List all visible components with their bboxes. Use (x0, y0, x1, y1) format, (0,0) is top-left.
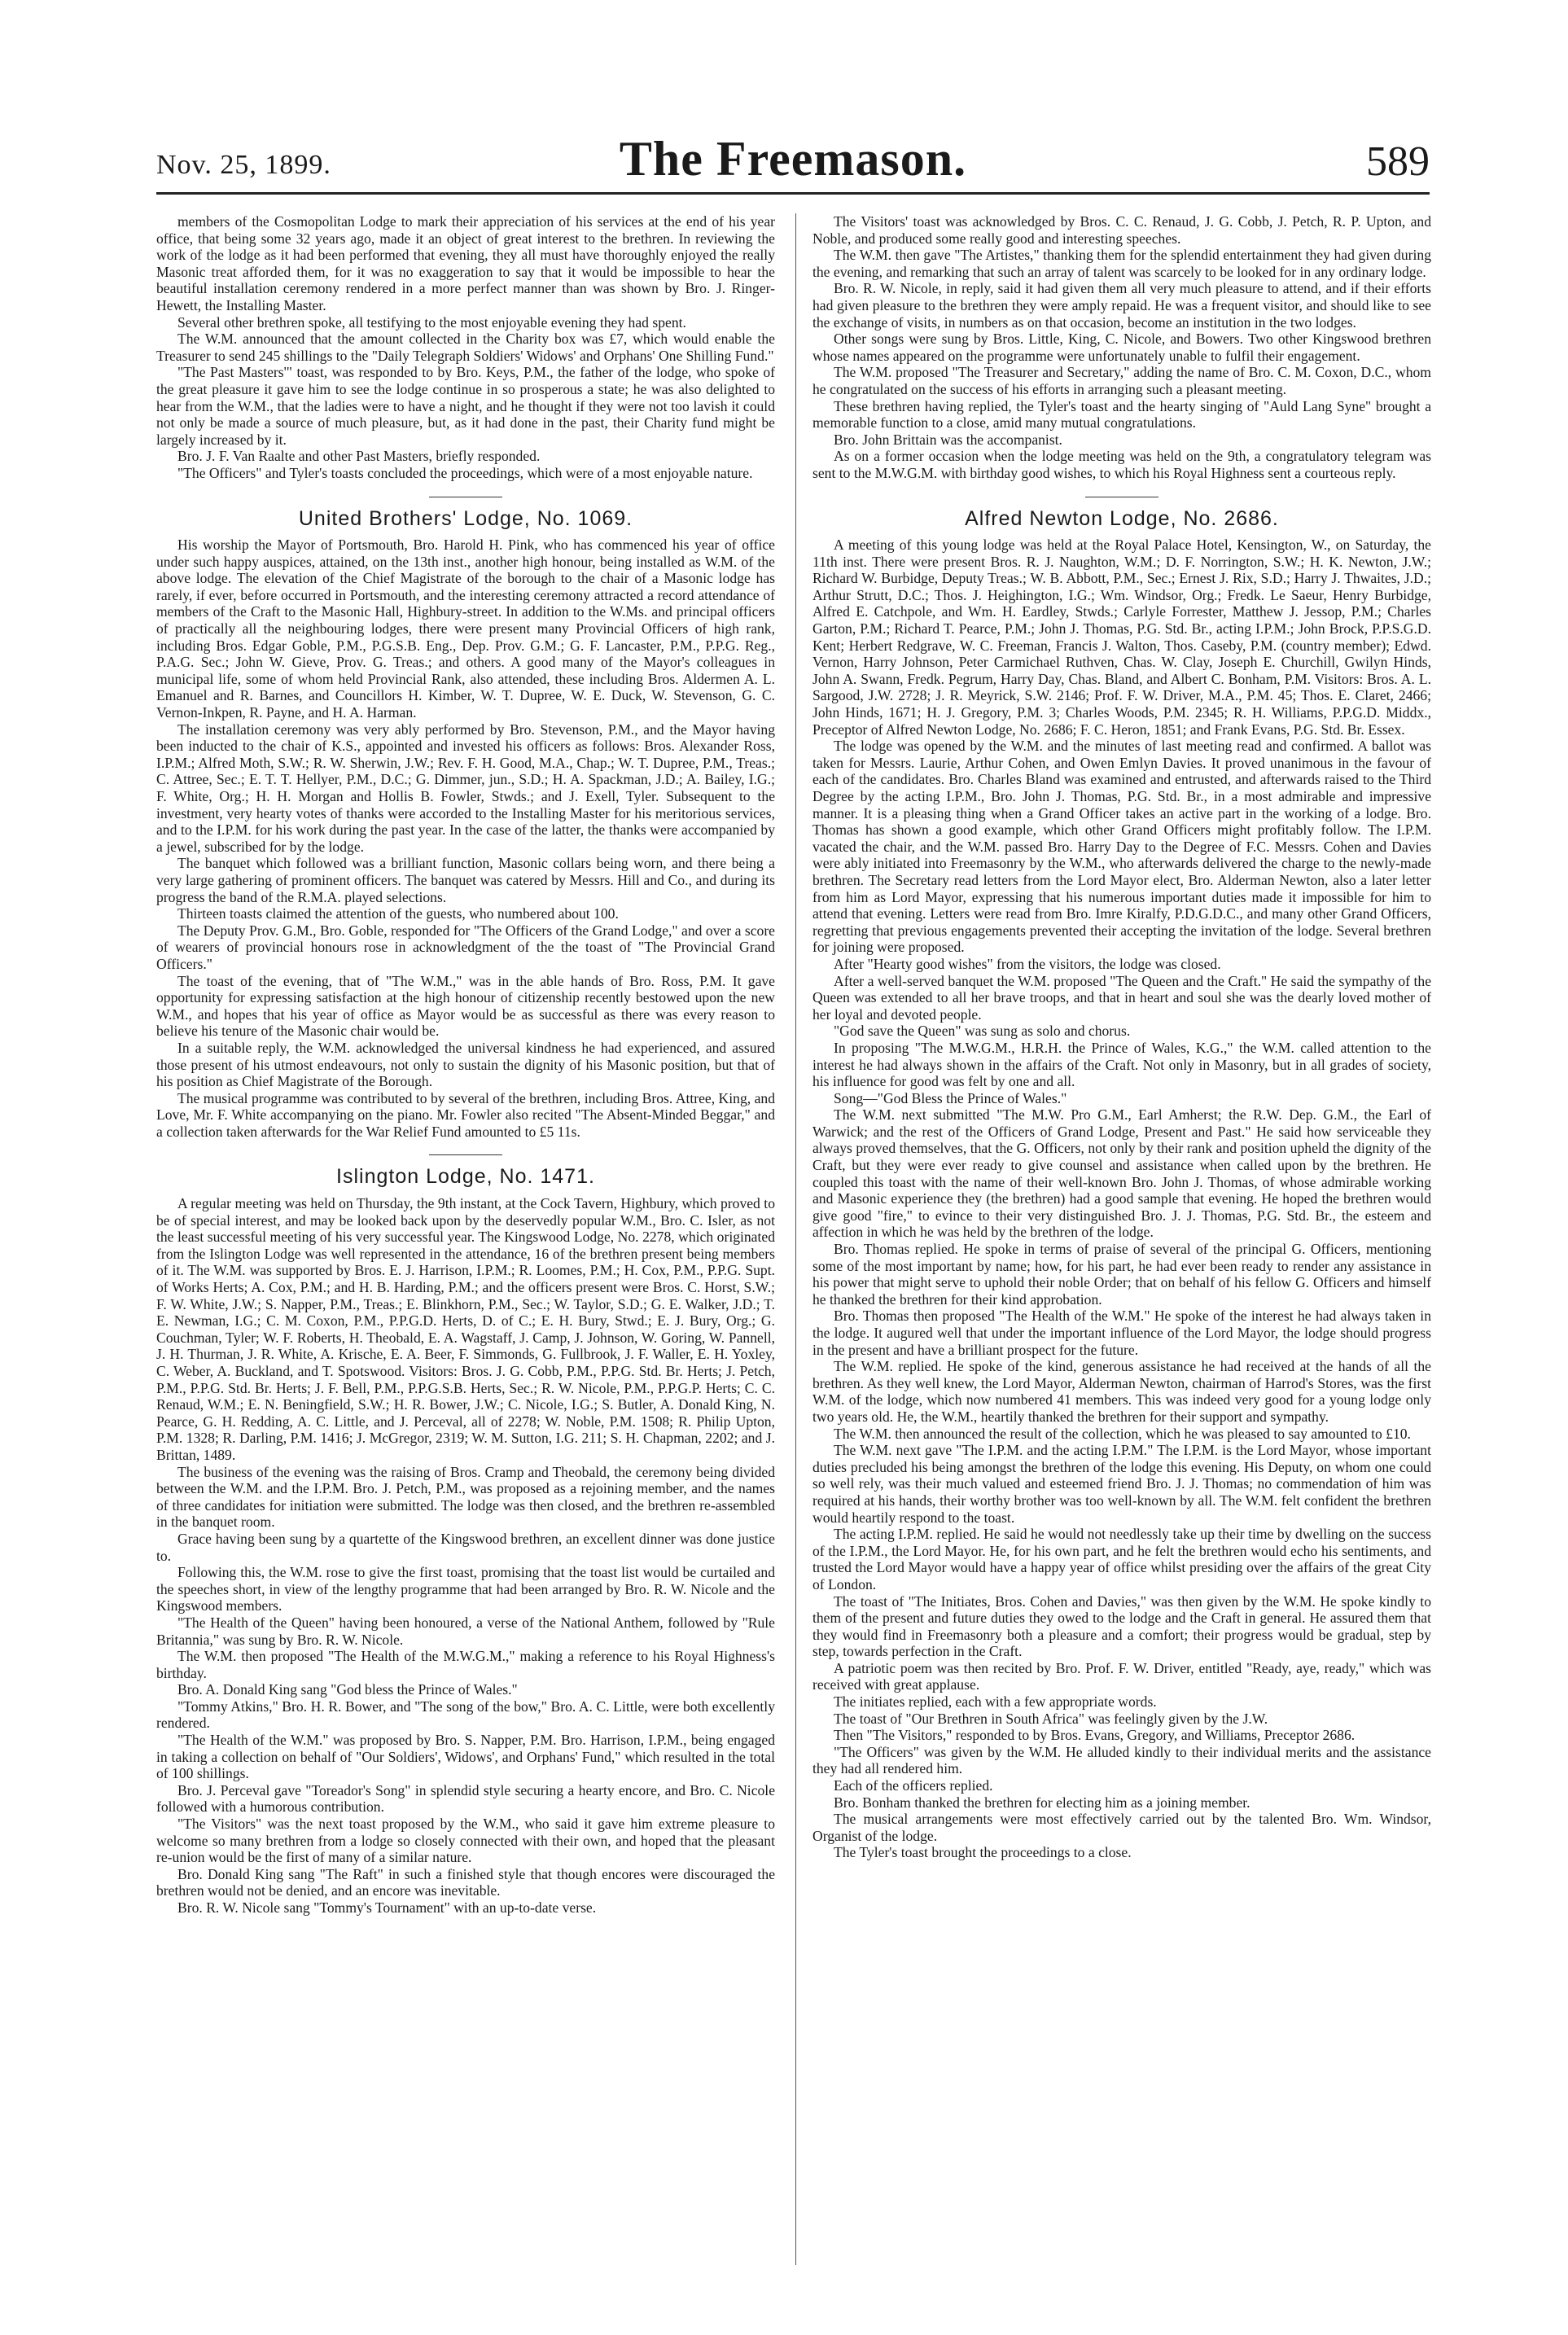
section-title-alfred-newton: Alfred Newton Lodge, No. 2686. (965, 506, 1279, 530)
article-paragraph: The initiates replied, each with a few appropriate words. (834, 1693, 1157, 1711)
article-paragraph: The toast of "The Initiates, Bros. Cohen and Davies," was then given by the W.M. He spoke kindly to them of the present and future duties they owed to the lodge and the Craft in general. He assured them that they would find in Freemasonry both a pleasure and a comfort; their progress would be gradual, step by step, towards perfection in the Craft. (812, 1592, 1431, 1660)
section-body-islington (156, 1195, 775, 1917)
article-paragraph: These brethren having replied, the Tyler's toast and the hearty singing of "Auld Lang Syne" brought a memorable function to a close, amid many mutual congratulations. (812, 397, 1431, 432)
article-paragraph: Bro. R. W. Nicole sang "Tommy's Tournament" with an up-to-date verse. (177, 1899, 597, 1916)
section-divider (429, 1154, 502, 1155)
right-column (812, 213, 1431, 1861)
article-paragraph: "The Officers" was given by the W.M. He alluded kindly to their individual merits and the assistance they had all rendered him. (812, 1743, 1431, 1777)
article-paragraph: Bro. Donald King sang "The Raft" in such a finished style that though encores were discouraged the brethren would not be denied, and an encore was inevitable. (156, 1865, 775, 1899)
section-title-islington: Islington Lodge, No. 1471. (336, 1165, 595, 1189)
article-paragraph: "The Past Masters'" toast, was responded to by Bro. Keys, P.M., the father of the lodge, who spoke of the great pleasure it gave him to see the lodge continue in so prosperous a state; he was also delighted to hear from the W.M., that the ladies were to have a night, and he thought if they were not too lavish it could not only be made a source of much pleasure, but, as it had done in the past, their Charity fund might be largely increased by it. (156, 364, 775, 448)
article-paragraph: "God save the Queen" was sung as solo and chorus. (834, 1023, 1131, 1040)
section-title-united-brothers: United Brothers' Lodge, No. 1069. (298, 506, 633, 530)
article-paragraph: The W.M. then gave "The Artistes," thanking them for the splendid entertainment they had given during the evening, and remarking that such an array of talent was scarcely to be looked for in any ordinary lodge. (812, 247, 1431, 280)
article-paragraph: Song—"God Bless the Prince of Wales." (834, 1089, 1067, 1106)
column-divider (795, 213, 796, 2265)
left-column (156, 213, 775, 1917)
article-paragraph: The Tyler's toast brought the proceedings to a close. (834, 1844, 1132, 1861)
article-paragraph: The musical arrangements were most effectively carried out by the talented Bro. Wm. Windsor, Organist of the lodge. (812, 1811, 1431, 1844)
article-paragraph: The W.M. replied. He spoke of the kind, generous assistance he had received at the hands of all the brethren. As they well knew, the Lord Mayor, Alderman Newton, chairman of Harrod's Stores, was the first W.M. of the lodge, which now numbered 41 members. This was indeed very good for a young lodge only two years old. He, the W.M., heartily thanked the brethren for their support and sympathy. (812, 1358, 1431, 1425)
article-paragraph: The toast of "Our Brethren in South Africa" was feelingly given by the J.W. (834, 1710, 1268, 1727)
article-paragraph: The W.M. announced that the amount collected in the Charity box was £7, which would enable the Treasurer to send 245 shillings to the "Daily Telegraph Soldiers' Widows' and Orphans' One Shilling Fund." (156, 331, 775, 364)
article-paragraph: In a suitable reply, the W.M. acknowledged the universal kindness he had experienced, and assured those present of his utmost endeavours, not only to sustain the dignity of his Masonic position, but that of his position as Chief Magistrate of the Borough. (156, 1039, 775, 1090)
right-intro-text (812, 213, 1431, 482)
article-paragraph: After "Hearty good wishes" from the visitors, the lodge was closed. (834, 955, 1221, 972)
article-paragraph: "The Health of the W.M." was proposed by Bro. S. Napper, P.M. Bro. Harrison, I.P.M., being engaged in taking a collection on behalf of "Our Soldiers', Widows', and Orphans' Fund," which resulted in the total of 100 shillings. (156, 1732, 775, 1782)
article-paragraph: His worship the Mayor of Portsmouth, Bro. Harold H. Pink, who has commenced his year of office under such happy auspices, attained, on the 13th inst., another high honour, being installed as W.M. of the above lodge. The elevation of the Chief Magistrate of the borough to the chair of a Masonic lodge has rarely, if ever, before occurred in Portsmouth, and the interesting ceremony attracted a record attendance of members of the Craft to the Masonic Hall, Highbury-street. In addition to the W.Ms. and principal officers of practically all the neighbouring lodges, there were present many Provincial Officers of high rank, including Bros. Edgar Goble, P.M., P.G.S.B. Eng., Dep. Prov. G.M.; G. F. Lancaster, P.M., P.P.G. Reg., P.A.G. Sec.; John W. Gieve, Prov. G. Treas.; and others. A good many of the Mayor's colleagues in municipal life, some of whom held Provincial Rank, also attended, these including Bros. Aldermen A. L. Emanuel and R. Barnes, and Councillors H. Kimber, W. T. Dupree, W. E. Duck, W. Stevenson, G. C. Vernon-Inkpen, R. Payne, and H. A. Harman. (156, 537, 775, 721)
section-body-united-brothers (156, 537, 775, 1140)
article-paragraph: The Visitors' toast was acknowledged by Bros. C. C. Renaud, J. G. Cobb, J. Petch, R. P. Upton, and Noble, and produced some really good and interesting speeches. (812, 213, 1431, 247)
issue-date: Nov. 25, 1899. (156, 150, 331, 180)
article-paragraph: Then "The Visitors," responded to by Bros. Evans, Gregory, and Williams, Preceptor 2686. (834, 1727, 1356, 1744)
article-paragraph: The W.M. next gave "The I.P.M. and the acting I.P.M." The I.P.M. is the Lord Mayor, whose important duties precluded his being amongst the brethren of the lodge this evening. His Deputy, on whom one could so well rely, was their much valued and esteemed friend Bro. J. J. Thomas; no commendation of him was required at his hands, their worthy brother was too well-known by all. The W.M. felt confident the brethren would heartily respond to the toast. (812, 1442, 1431, 1526)
article-paragraph: The W.M. then announced the result of the collection, which he was pleased to say amounted to £10. (834, 1425, 1411, 1442)
article-paragraph: "Tommy Atkins," Bro. H. R. Bower, and "The song of the bow," Bro. A. C. Little, were both excellently rendered. (156, 1698, 775, 1732)
article-paragraph: Grace having been sung by a quartette of the Kingswood brethren, an excellent dinner was done justice to. (156, 1530, 775, 1564)
publication-title: The Freemason. (619, 132, 967, 186)
article-paragraph: Bro. Bonham thanked the brethren for electing him as a joining member. (834, 1794, 1250, 1811)
article-paragraph: The business of the evening was the raising of Bros. Cramp and Theobald, the ceremony being divided between the W.M. and the I.P.M. Bro. J. Petch, P.M., was proposed as a rejoining member, and the names of three candidates for initiation were submitted. The lodge was then closed, and the brethren re-assembled in the banquet room. (156, 1463, 775, 1531)
article-paragraph: The Deputy Prov. G.M., Bro. Goble, responded for "The Officers of the Grand Lodge," and over a score of wearers of provincial honours rose in acknowledgment of the the toast of "The Provincial Grand Officers." (156, 922, 775, 972)
article-paragraph: Bro. J. F. Van Raalte and other Past Masters, briefly responded. (177, 448, 541, 465)
article-paragraph: The installation ceremony was very ably performed by Bro. Stevenson, P.M., and the Mayor having been inducted to the chair of K.S., appointed and invested his officers as follows: Bros. Alexander Ross, I.P.M.; Alfred Moth, S.W.; R. W. Sherwin, J.W.; Rev. F. H. Good, M.A., Chap.; W. T. Dupree, P.M., Treas.; C. Attree, Sec.; E. T. T. Hellyer, P.M., D.C.; G. Dimmer, jun., S.D.; H. A. Spackman, J.D.; A. Bailey, I.G.; F. White, Org.; H. H. Morgan and Hollis B. Fowler, Stwds.; and J. Exell, Tyler. Subsequent to the investment, very hearty votes of thanks were accorded to the Installing Master for his meritorious services, and to the I.P.M. for his work during the past year. In the case of the latter, the thanks were accompanied by a jewel, subscribed for by the lodge. (156, 721, 775, 855)
article-paragraph: Several other brethren spoke, all testifying to the most enjoyable evening they had spent. (177, 313, 686, 331)
article-paragraph: Other songs were sung by Bros. Little, King, C. Nicole, and Bowers. Two other Kingswood brethren whose names appeared on the programme were unfortunately unable to fulfil their engagement. (812, 331, 1431, 364)
article-paragraph: In proposing "The M.W.G.M., H.R.H. the Prince of Wales, K.G.," the W.M. called attention to the interest he had always shown in the affairs of the Craft. Not only in Masonry, but in all grades of society, his influence for good was felt by one and all. (812, 1039, 1431, 1090)
article-paragraph: members of the Cosmopolitan Lodge to mark their appreciation of his services at the end of his year office, that being some 32 years ago, made it an object of great interest to the brethren. In reviewing the work of the lodge as it had been performed that evening, they all must have thoroughly enjoyed the really Masonic treat afforded them, for it was no exaggeration to say that it would be impossible to hear the beautiful installation ceremony rendered in a more perfect manner than was shown by Bro. J. Ringer-Hewett, the Installing Master. (156, 213, 775, 313)
article-paragraph: Bro. J. Perceval gave "Toreador's Song" in splendid style securing a hearty encore, and Bro. C. Nicole followed with a humorous contribution. (156, 1781, 775, 1816)
article-paragraph: The lodge was opened by the W.M. and the minutes of last meeting read and confirmed. A ballot was taken for Messrs. Laurie, Arthur Cohen, and Owen Emlyn Davies. It proved unanimous in the favour of each of the candidates. Bro. Charles Bland was examined and entrusted, and afterwards raised to the Third Degree by the acting I.P.M., Bro. John J. Thomas, P.G. Std. Br., in a most admirable and impressive manner. It is a pleasing thing when a Grand Officer takes an active part in the working of a lodge. Bro. Thomas has shown a good example, which other Grand Officers might profitably follow. The I.P.M. vacated the chair, and the W.M. passed Bro. Harry Day to the Degree of F.C. Messrs. Cohen and Davies were ably initiated into Freemasonry by the W.M., who afterwards delivered the charge to the newly-made brethren. The Secretary read letters from the Lord Mayor elect, Bro. Alderman Newton, also a later letter from him as Lord Mayor, expressing that his numerous important duties made it impossible for him to attend that evening. Letters were read from Bro. Imre Kiralfy, P.D.G.D.C., and many other Grand Officers, regretting that previous engagements prevented their accepting the invitation of the lodge. Several brethren for joining were proposed. (812, 738, 1431, 956)
masthead-rule (156, 192, 1430, 195)
article-paragraph: After a well-served banquet the W.M. proposed "The Queen and the Craft." He said the sympathy of the Queen was extended to all her brave troops, and that in heart and soul she was the dearly loved mother of her loyal and devoted people. (812, 972, 1431, 1023)
article-paragraph: "The Officers" and Tyler's toasts concluded the proceedings, which were of a most enjoyable nature. (177, 464, 753, 481)
article-paragraph: The acting I.P.M. replied. He said he would not needlessly take up their time by dwelling on the success of the I.P.M., the Lord Mayor. He, for his own part, and he felt the brethren would echo his sentiments, and trusted the Lord Mayor would have a happy year of office whilst presiding over the affairs of the great City of London. (812, 1526, 1431, 1592)
left-intro-text (156, 213, 775, 482)
article-paragraph: Thirteen toasts claimed the attention of the guests, who numbered about 100. (177, 905, 619, 922)
article-paragraph: The musical programme was contributed to by several of the brethren, including Bros. Attree, King, and Love, Mr. F. White accompanying on the piano. Mr. Fowler also recited "The Absent-Minded Beggar," and a collection taken afterwards for the War Relief Fund amounted to £5 11s. (156, 1089, 775, 1140)
article-paragraph: A meeting of this young lodge was held at the Royal Palace Hotel, Kensington, W., on Saturday, the 11th inst. There were present Bros. R. J. Naughton, W.M.; D. F. Norrington, S.W.; H. K. Newton, J.W.; Richard W. Burbidge, Deputy Treas.; W. B. Abbott, P.M., Sec.; Ernest J. Rix, S.D.; Harry J. Thwaites, J.D.; Arthur Strutt, D.C.; Thos. J. Heighington, I.G.; Wm. Windsor, Org.; Fredk. Le Saeur, Henry Burbidge, Alfred E. Catchpole, and Wm. H. Eardley, Stwds.; Carlyle Forrester, Matthew J. Jessop, P.M.; Charles Garton, P.M.; Richard T. Pearce, P.M.; John J. Thomas, P.G. Std. Br., acting I.P.M.; John Brock, P.P.S.G.D. Kent; Herbert Redgrave, W. C. Freeman, Francis J. Walton, Thos. Caseby, P.M. (country member); Edwd. Vernon, Harry Johnson, Peter Carmichael Ruthven, Chas. W. Clay, Joseph E. Churchill, Gwilyn Hinds, John A. Swann, Fredk. Pegrum, Harry Day, Chas. Bland, and Albert C. Bonham, P.M. Visitors: Bros. A. L. Sargood, J.W. 2728; J. R. Meyrick, S.W. 2146; Prof. F. W. Driver, M.A., P.M. 45; Thos. E. Claret, 2466; John Hinds, 1671; H. J. Gregory, P.M. 3; Charles Woods, P.M. 2345; R. H. Williams, P.P.G.D. Middx., Preceptor of Alfred Newton Lodge, No. 2686; F. C. Heron, 1851; and Frank Evans, P.G. Std. Br. Essex. (812, 537, 1431, 738)
article-paragraph: A regular meeting was held on Thursday, the 9th instant, at the Cock Tavern, Highbury, which proved to be of special interest, and may be looked back upon by the deservedly popular W.M., Bro. C. Isler, as not the least successful meeting of his very successful year. The Kingswood Lodge, No. 2278, which originated from the Islington Lodge was well represented in the attendance, 16 of the brethren present being members of it. The W.M. was supported by Bros. E. J. Harrison, I.P.M.; R. Loomes, P.M.; H. Cox, P.M., P.P.G. Supt. of Works Herts; A. Cox, P.M.; and H. B. Harding, P.M.; and the officers present were Bros. C. Horst, S.W.; F. W. White, J.W.; S. Napper, P.M., Treas.; E. Blinkhorn, P.M., Sec.; W. Taylor, S.D.; G. E. Walker, J.D.; T. E. Newman, I.G.; C. M. Coxon, P.M., P.P.G.D. Herts, D. of C.; E. H. Bury, Stwd.; E. J. Bury, Org.; G. Couchman, Tyler; W. F. Roberts, H. Theobald, E. A. Wagstaff, J. Camp, J. Johnson, W. Goring, W. Pannell, J. H. Thurman, J. R. White, A. Krische, E. A. Beer, F. Simmonds, G. Fullbrook, J. F. Waller, E. H. Yoxley, C. Weber, A. Buckland, and T. Spotswood. Visitors: Bros. J. G. Cobb, P.M., P.P.G. Std. Br. Herts; J. Petch, P.M., P.P.G. Std. Br. Herts; J. F. Bell, P.M., P.P.G.S.B. Herts, Sec.; R. W. Nicole, P.M., P.P.G.P. Herts; C. C. Renaud, W.M.; E. N. Beningfield, S.W.; H. R. Bower, J.W.; C. Nicole, I.G.; S. Butler, A. Donald King, N. Pearce, G. H. Redding, A. C. Little, and J. Perceval, all of 2278; W. Noble, P.M. 1508; R. Philip Upton, P.M. 1328; R. Darling, P.M. 1416; J. McGregor, 2319; W. M. Sutton, I.G. 211; S. H. Chapman, 2202; and J. Brittan, 1489. (156, 1195, 775, 1463)
article-paragraph: The W.M. next submitted "The M.W. Pro G.M., Earl Amherst; the R.W. Dep. G.M., the Earl of Warwick; and the rest of the Officers of Grand Lodge, Present and Past." He said how serviceable they always proved themselves, that the G. Officers, not only by their rank and position upheld the dignity of the Craft, but they were ever ready to give counsel and assistance when called upon by the brethren. He coupled this toast with the name of their well-known Bro. John J. Thomas, of whose admirable working and Masonic experience they (the brethren) had a good sample that evening. He hoped the brethren would give good "fire," to evince to their very distinguished Bro. J. J. Thomas, P.G. Std. Br., the esteem and affection in which he was held by the brethren of the lodge. (812, 1106, 1431, 1241)
article-paragraph: As on a former occasion when the lodge meeting was held on the 9th, a congratulatory telegram was sent to the M.W.G.M. with birthday good wishes, to which his Royal Highness sent a courteous reply. (812, 448, 1431, 481)
article-paragraph: "The Visitors" was the next toast proposed by the W.M., who said it gave him extreme pleasure to welcome so many brethren from a lodge so closely connected with their own, and hoped that the pleasant re-union would be the first of many of a similar nature. (156, 1816, 775, 1866)
article-paragraph: Bro. Thomas then proposed "The Health of the W.M." He spoke of the interest he had always taken in the lodge. It augured well that under the important influence of the Lord Mayor, the lodge should progress in the present and have a brilliant prospect for the future. (812, 1308, 1431, 1358)
article-paragraph: The banquet which followed was a brilliant function, Masonic collars being worn, and there being a very large gathering of prominent officers. The banquet was catered by Messrs. Hill and Co., and during its progress the band of the R.M.A. played selections. (156, 855, 775, 905)
article-paragraph: Bro. John Brittain was the accompanist. (834, 431, 1062, 448)
page-number: 589 (1366, 138, 1430, 185)
section-body-alfred-newton (812, 537, 1431, 1861)
article-paragraph: Bro. R. W. Nicole, in reply, said it had given them all very much pleasure to attend, and if their efforts had given pleasure to the brethren they were amply repaid. He was a frequent visitor, and should like to see the exchange of visits, in numbers as on that occasion, become an institution in the two lodges. (812, 280, 1431, 331)
article-paragraph: Bro. Thomas replied. He spoke in terms of praise of several of the principal G. Officers, mentioning some of the most important by name; how, for his part, he had ever been ready to render any assistance in his power that might serve to uphold their noble Order; that on behalf of his fellow G. Officers and himself he thanked the brethren for their kind approbation. (812, 1241, 1431, 1308)
article-paragraph: Following this, the W.M. rose to give the first toast, promising that the toast list would be curtailed and the speeches short, in view of the lengthy programme that had been arranged by Bro. R. W. Nicole and the Kingswood members. (156, 1564, 775, 1614)
article-paragraph: "The Health of the Queen" having been honoured, a verse of the National Anthem, followed by "Rule Britannia," was sung by Bro. R. W. Nicole. (156, 1614, 775, 1648)
article-paragraph: The W.M. then proposed "The Health of the M.W.G.M.," making a reference to his Royal Highness's birthday. (156, 1648, 775, 1681)
article-paragraph: The toast of the evening, that of "The W.M.," was in the able hands of Bro. Ross, P.M. It gave opportunity for expressing satisfaction at the high honour of citizenship recently bestowed upon the new W.M., and hopes that his year of office as Mayor would be as successful as there was every reason to believe his tenure of the Masonic chair would be. (156, 972, 775, 1040)
article-paragraph: A patriotic poem was then recited by Bro. Prof. F. W. Driver, entitled "Ready, aye, ready," which was received with great applause. (812, 1659, 1431, 1693)
article-paragraph: Bro. A. Donald King sang "God bless the Prince of Wales." (177, 1681, 518, 1698)
article-paragraph: The W.M. proposed "The Treasurer and Secretary," adding the name of Bro. C. M. Coxon, D.C., whom he congratulated on the success of his efforts in arranging such a pleasant meeting. (812, 364, 1431, 397)
article-paragraph: Each of the officers replied. (834, 1777, 993, 1794)
masthead (156, 122, 1430, 187)
